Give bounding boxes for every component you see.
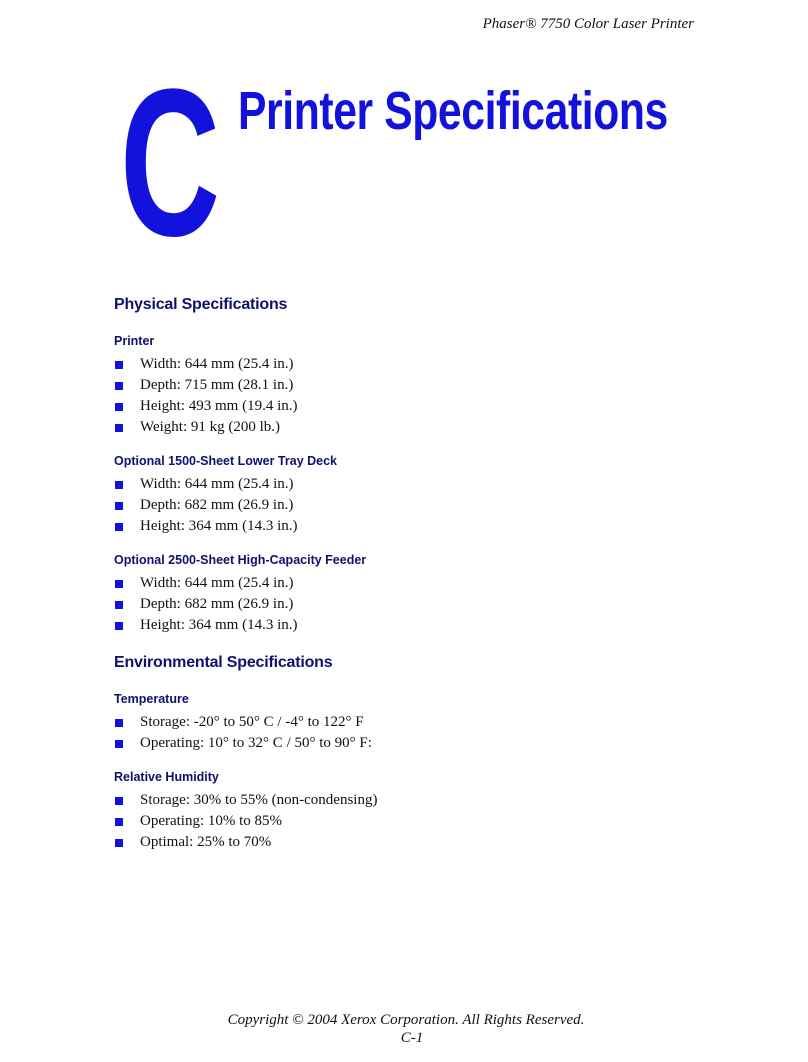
group-relative-humidity — [114, 770, 714, 853]
list-item-text: Optimal: 25% to 70% — [140, 834, 272, 850]
page-number: C-1 — [400, 1030, 424, 1046]
group-heading: Temperature — [114, 692, 189, 706]
list-item — [114, 594, 714, 615]
list-item — [114, 712, 714, 733]
square-bullet-icon — [115, 502, 123, 510]
group-lower-tray-deck — [114, 454, 714, 537]
group-printer — [114, 334, 714, 438]
spec-content — [114, 296, 714, 869]
list-item — [114, 516, 714, 537]
group-heading: Relative Humidity — [114, 770, 219, 784]
list-item — [114, 573, 714, 594]
group-heading: Optional 1500-Sheet Lower Tray Deck — [114, 454, 337, 468]
list-item-text: Weight: 91 kg (200 lb.) — [140, 419, 281, 435]
square-bullet-icon — [115, 719, 123, 727]
copyright-notice: Copyright © 2004 Xerox Corporation. All Rights Reserved. — [227, 1012, 585, 1028]
list-item — [114, 495, 714, 516]
list-item-text: Storage: -20° to 50° C / -4° to 122° F — [140, 714, 364, 730]
square-bullet-icon — [115, 481, 123, 489]
list-item-text: Storage: 30% to 55% (non-condensing) — [140, 792, 378, 808]
list-item — [114, 474, 714, 495]
list-item-text: Operating: 10% to 85% — [140, 813, 283, 829]
list-item-text: Depth: 715 mm (28.1 in.) — [140, 377, 294, 393]
square-bullet-icon — [115, 523, 123, 531]
square-bullet-icon — [115, 797, 123, 805]
list-item-text: Width: 644 mm (25.4 in.) — [140, 575, 294, 591]
chapter-title: Printer Specifications — [238, 81, 668, 141]
list-item-text: Width: 644 mm (25.4 in.) — [140, 356, 294, 372]
chapter-letter: C — [120, 45, 219, 280]
section-heading: Environmental Specifications — [114, 654, 333, 671]
bullet-list — [114, 712, 714, 754]
group-heading: Printer — [114, 334, 155, 348]
list-item — [114, 811, 714, 832]
bullet-list — [114, 474, 714, 537]
square-bullet-icon — [115, 839, 123, 847]
bullet-list — [114, 573, 714, 636]
list-item-text: Depth: 682 mm (26.9 in.) — [140, 497, 294, 513]
running-header: Phaser® 7750 Color Laser Printer — [482, 16, 694, 32]
list-item — [114, 733, 714, 754]
square-bullet-icon — [115, 382, 123, 390]
bullet-list — [114, 354, 714, 438]
list-item — [114, 396, 714, 417]
list-item-text: Operating: 10° to 32° C / 50° to 90° F: — [140, 735, 372, 751]
square-bullet-icon — [115, 424, 123, 432]
list-item — [114, 832, 714, 853]
square-bullet-icon — [115, 580, 123, 588]
bullet-list — [114, 790, 714, 853]
list-item — [114, 375, 714, 396]
group-high-capacity-feeder — [114, 553, 714, 636]
list-item-text: Height: 364 mm (14.3 in.) — [140, 518, 298, 534]
square-bullet-icon — [115, 740, 123, 748]
list-item-text: Width: 644 mm (25.4 in.) — [140, 476, 294, 492]
list-item-text: Depth: 682 mm (26.9 in.) — [140, 596, 294, 612]
section-heading: Physical Specifications — [114, 296, 288, 313]
list-item — [114, 790, 714, 811]
section-environmental-specifications — [114, 654, 714, 853]
list-item-text: Height: 493 mm (19.4 in.) — [140, 398, 298, 414]
group-temperature — [114, 692, 714, 754]
square-bullet-icon — [115, 622, 123, 630]
square-bullet-icon — [115, 601, 123, 609]
square-bullet-icon — [115, 818, 123, 826]
page-footer — [0, 1012, 808, 1048]
list-item — [114, 615, 714, 636]
square-bullet-icon — [115, 361, 123, 369]
section-physical-specifications — [114, 296, 714, 636]
square-bullet-icon — [115, 403, 123, 411]
list-item-text: Height: 364 mm (14.3 in.) — [140, 617, 298, 633]
list-item — [114, 417, 714, 438]
group-heading: Optional 2500-Sheet High-Capacity Feeder — [114, 553, 367, 567]
list-item — [114, 354, 714, 375]
